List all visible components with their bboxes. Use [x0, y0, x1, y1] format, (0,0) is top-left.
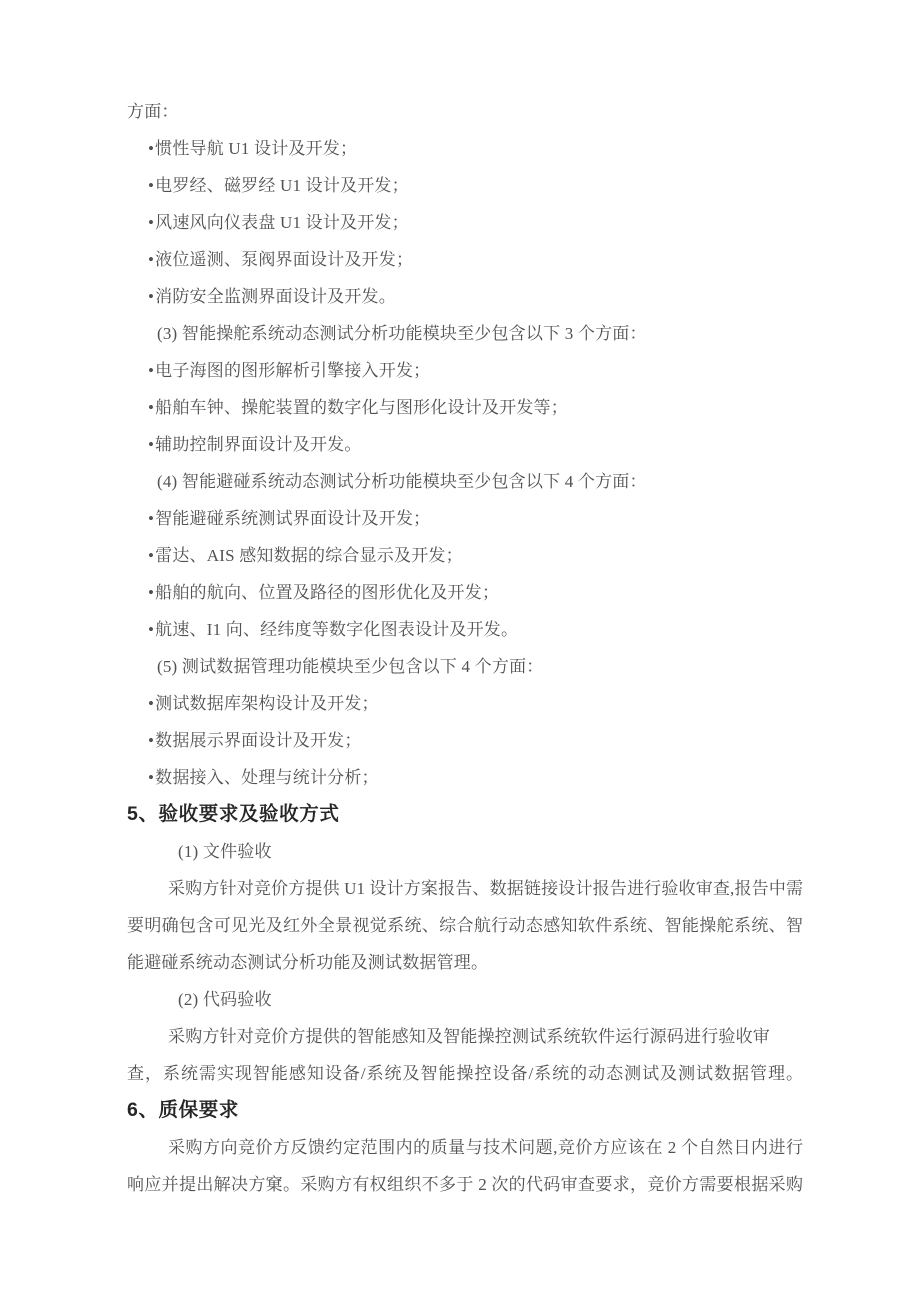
bullet-icon: •	[148, 435, 155, 454]
line-text: 查，系统需实现智能感知设备/系统及智能操控设备/系统的动态测试及测试数据管理。	[127, 1064, 803, 1083]
line-text: (4) 智能避碰系统动态测试分析功能模块至少包含以下 4 个方面：	[157, 472, 647, 491]
bullet-item	[127, 426, 803, 463]
bullet-icon: •	[148, 509, 155, 528]
line-text: 采购方针对竞价方提供 U1 设计方案报告、数据链接设计报告进行验收审查,报告中需	[168, 879, 803, 898]
line-text: (5) 测试数据管理功能模块至少包含以下 4 个方面：	[157, 657, 544, 676]
bullet-item	[127, 278, 803, 315]
numbered-item	[127, 463, 803, 500]
document-content	[127, 93, 803, 1203]
line-text: 辅助控制界面设计及开发。	[155, 435, 362, 454]
bullet-icon: •	[148, 250, 155, 269]
bullet-item	[127, 241, 803, 278]
line-text: 液位遥测、泵阀界面设计及开发；	[155, 250, 414, 269]
numbered-item	[127, 833, 803, 870]
line-text: 响应并提出解决方窠。采购方有权组织不多于 2 次的代码审查要求，竞价方需要根据采购	[127, 1175, 803, 1194]
bullet-item	[127, 722, 803, 759]
line-text: 惯性导航 U1 设计及开发；	[155, 139, 358, 158]
paragraph-line	[127, 1018, 803, 1055]
paragraph-line	[127, 907, 803, 944]
line-text: 能避碰系统动态测试分析功能及测试数据管理。	[127, 953, 489, 972]
line-text: 消防安全监测界面设计及开发。	[155, 287, 396, 306]
line-text: 采购方向竞价方反馈约定范围内的质量与技术问题,竞价方应该在 2 个自然日内进行	[168, 1138, 803, 1157]
bullet-item	[127, 167, 803, 204]
line-text: 风速风向仪表盘 U1 设计及开发；	[155, 213, 409, 232]
bullet-item	[127, 389, 803, 426]
line-text: 船舶的航向、位置及路径的图形优化及开发；	[155, 583, 500, 602]
bullet-icon: •	[148, 398, 155, 417]
line-text: 智能避碰系统测试界面设计及开发；	[155, 509, 431, 528]
line-text: 方面：	[127, 102, 179, 121]
bullet-icon: •	[148, 139, 155, 158]
line-text: 5、验收要求及验收方式	[127, 803, 340, 825]
text-line	[127, 93, 803, 130]
numbered-item	[127, 648, 803, 685]
line-text: 船舶车钟、操舵装置的数字化与图形化设计及开发等；	[155, 398, 568, 417]
line-text: 航速、I1 向、经纬度等数字化图表设计及开发。	[155, 620, 519, 639]
line-text: 测试数据库架构设计及开发；	[155, 694, 379, 713]
line-text: 6、质保要求	[127, 1099, 239, 1121]
line-text: 雷达、AIS 感知数据的综合显示及开发；	[155, 546, 463, 565]
bullet-item	[127, 759, 803, 796]
line-text: 电子海图的图形解析引擎接入开发；	[155, 361, 431, 380]
bullet-icon: •	[148, 694, 155, 713]
bullet-item	[127, 204, 803, 241]
section-heading	[127, 796, 803, 833]
bullet-item	[127, 685, 803, 722]
bullet-icon: •	[148, 768, 155, 787]
bullet-icon: •	[148, 176, 155, 195]
bullet-icon: •	[148, 361, 155, 380]
section-heading	[127, 1092, 803, 1129]
line-text: 采购方针对竞价方提供的智能感知及智能操控测试系统软件运行源码进行验收审	[168, 1027, 770, 1046]
bullet-item	[127, 611, 803, 648]
paragraph-line	[127, 1055, 803, 1092]
bullet-icon: •	[148, 287, 155, 306]
bullet-item	[127, 537, 803, 574]
paragraph-line	[127, 944, 803, 981]
line-text: (2) 代码验收	[178, 990, 272, 1009]
bullet-item	[127, 500, 803, 537]
numbered-item	[127, 315, 803, 352]
bullet-item	[127, 130, 803, 167]
bullet-item	[127, 574, 803, 611]
bullet-icon: •	[148, 620, 155, 639]
line-text: 数据接入、处理与统计分析；	[155, 768, 379, 787]
bullet-icon: •	[148, 546, 155, 565]
line-text: 电罗经、磁罗经 U1 设计及开发；	[155, 176, 409, 195]
paragraph-line	[127, 1129, 803, 1166]
bullet-icon: •	[148, 213, 155, 232]
bullet-item	[127, 352, 803, 389]
numbered-item	[127, 981, 803, 1018]
bullet-icon: •	[148, 731, 155, 750]
line-text: 数据展示界面设计及开发；	[155, 731, 362, 750]
line-text: (1) 文件验收	[178, 842, 272, 861]
paragraph-line	[127, 870, 803, 907]
paragraph-line	[127, 1166, 803, 1203]
line-text: 要明确包含可见光及红外全景视觉系统、综合航行动态感知软件系统、智能操舵系统、智	[127, 916, 803, 935]
line-text: (3) 智能操舵系统动态测试分析功能模块至少包含以下 3 个方面：	[157, 324, 647, 343]
bullet-icon: •	[148, 583, 155, 602]
